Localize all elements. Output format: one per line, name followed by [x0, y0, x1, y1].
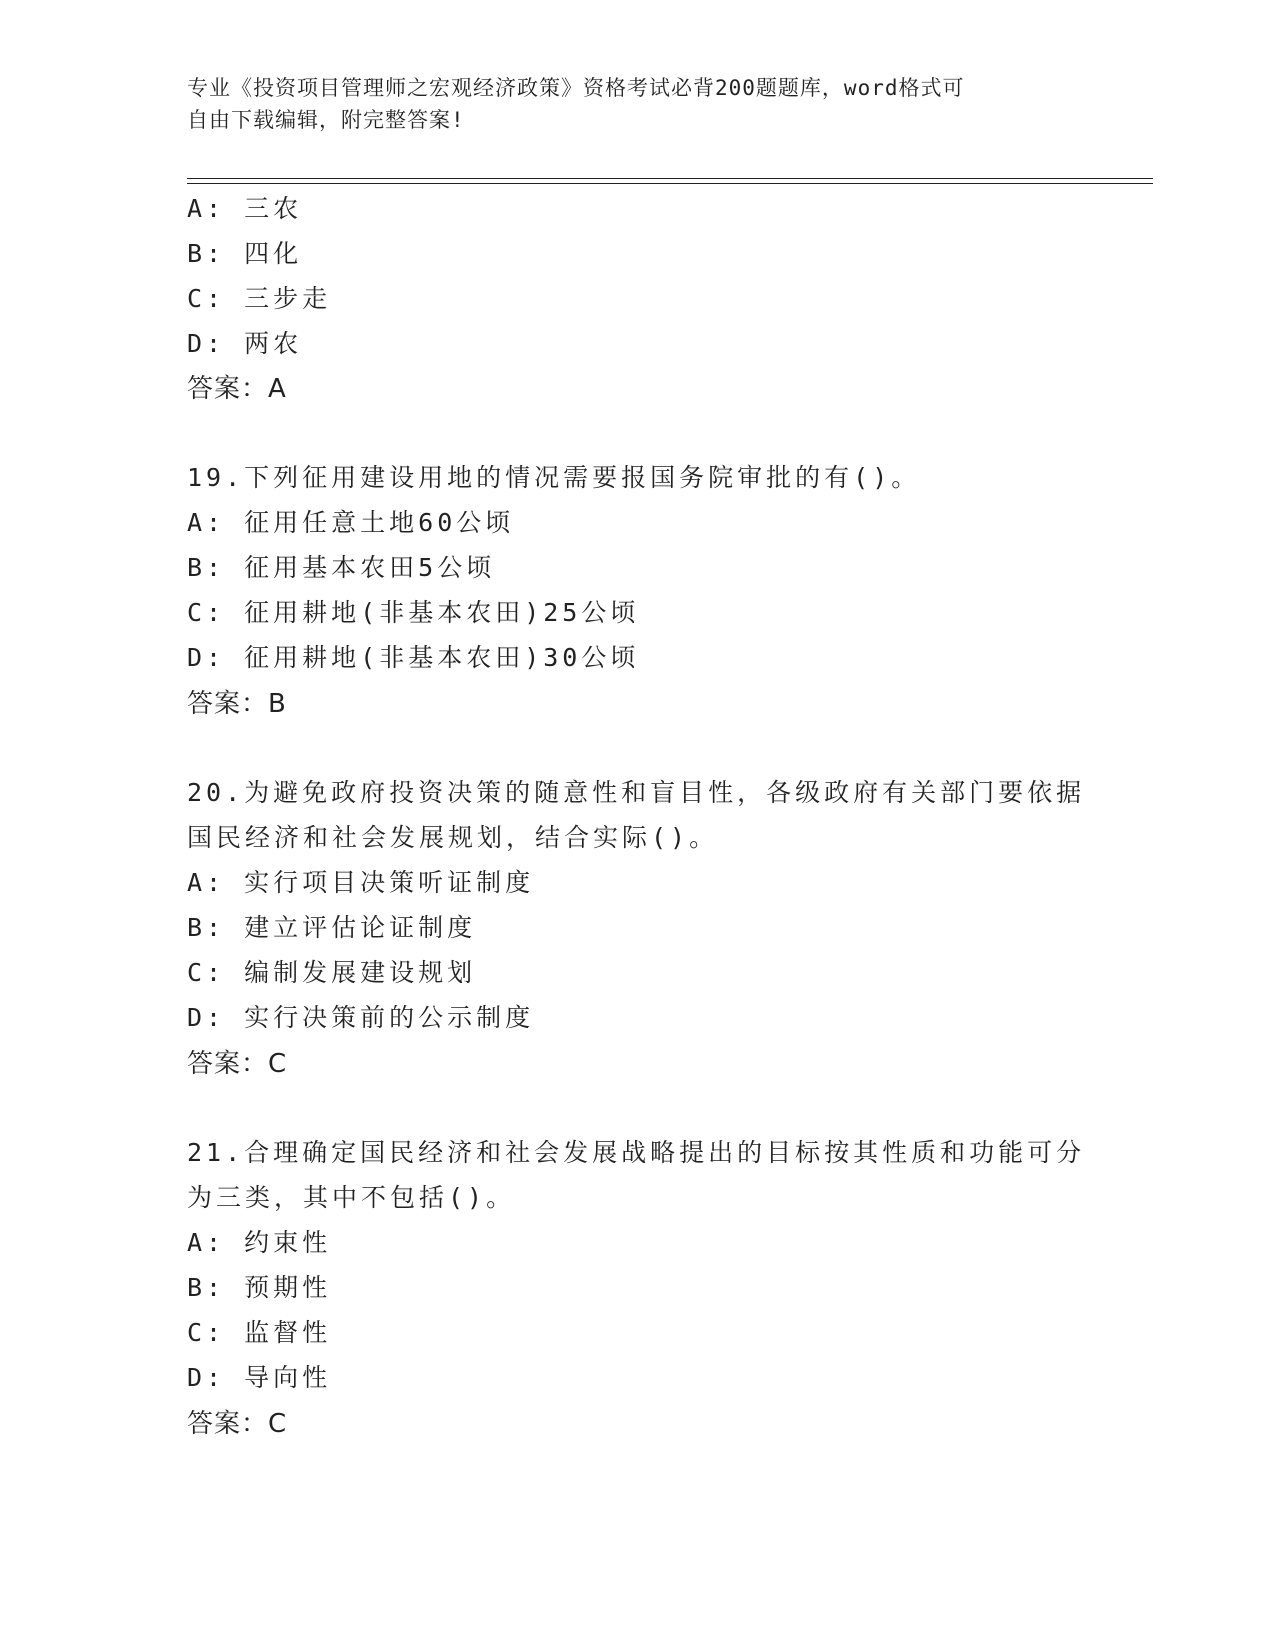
answer-value: C: [268, 1049, 287, 1079]
q19-stem: 19.下列征用建设用地的情况需要报国务院审批的有()。: [187, 463, 921, 492]
q21-option-d: D: 导向性: [187, 1363, 332, 1392]
q21-option-b: B: 预期性: [187, 1273, 332, 1302]
q21-stem-line-2: 为三类，其中不包括()。: [187, 1183, 516, 1212]
q19-option-a: A: 征用任意土地60公顷: [187, 508, 515, 537]
q18-option-c: C: 三步走: [187, 284, 332, 313]
document-header: [187, 72, 1067, 136]
header-line-2: 自由下载编辑，附完整答案!: [187, 108, 465, 132]
q20-option-a: A: 实行项目决策听证制度: [187, 868, 535, 897]
q19-option-c: C: 征用耕地(非基本农田)25公顷: [187, 598, 640, 627]
q18-option-d: D: 两农: [187, 329, 303, 358]
q21-stem-line-1: 21.合理确定国民经济和社会发展战略提出的目标按其性质和功能可分: [187, 1138, 1086, 1167]
q21-option-c: C: 监督性: [187, 1318, 332, 1347]
q20-option-d: D: 实行决策前的公示制度: [187, 1003, 535, 1032]
q20-answer: [187, 1048, 286, 1080]
q21-option-a: A: 约束性: [187, 1228, 332, 1257]
q18-option-a: A: 三农: [187, 194, 303, 223]
q18-option-b: B: 四化: [187, 239, 303, 268]
q19-option-d: D: 征用耕地(非基本农田)30公顷: [187, 643, 640, 672]
header-divider-top: [187, 178, 1153, 179]
answer-value: C: [268, 1409, 287, 1439]
q20-stem-line-2: 国民经济和社会发展规划，结合实际()。: [187, 823, 719, 852]
header-divider-bottom: [187, 183, 1153, 184]
q18-answer: [187, 373, 286, 405]
answer-label: 答案：: [187, 689, 269, 719]
q21-answer: [187, 1408, 286, 1440]
answer-value: B: [268, 689, 286, 719]
header-line-1: 专业《投资项目管理师之宏观经济政策》资格考试必背200题题库，word格式可: [187, 76, 965, 100]
q20-option-b: B: 建立评估论证制度: [187, 913, 477, 942]
answer-label: 答案：: [187, 1049, 269, 1079]
answer-label: 答案：: [187, 374, 269, 404]
answer-label: 答案：: [187, 1409, 269, 1439]
q20-option-c: C: 编制发展建设规划: [187, 958, 477, 987]
q19-option-b: B: 征用基本农田5公顷: [187, 553, 496, 582]
answer-value: A: [268, 374, 286, 404]
q19-answer: [187, 688, 286, 720]
q20-stem-line-1: 20.为避免政府投资决策的随意性和盲目性，各级政府有关部门要依据: [187, 778, 1086, 807]
